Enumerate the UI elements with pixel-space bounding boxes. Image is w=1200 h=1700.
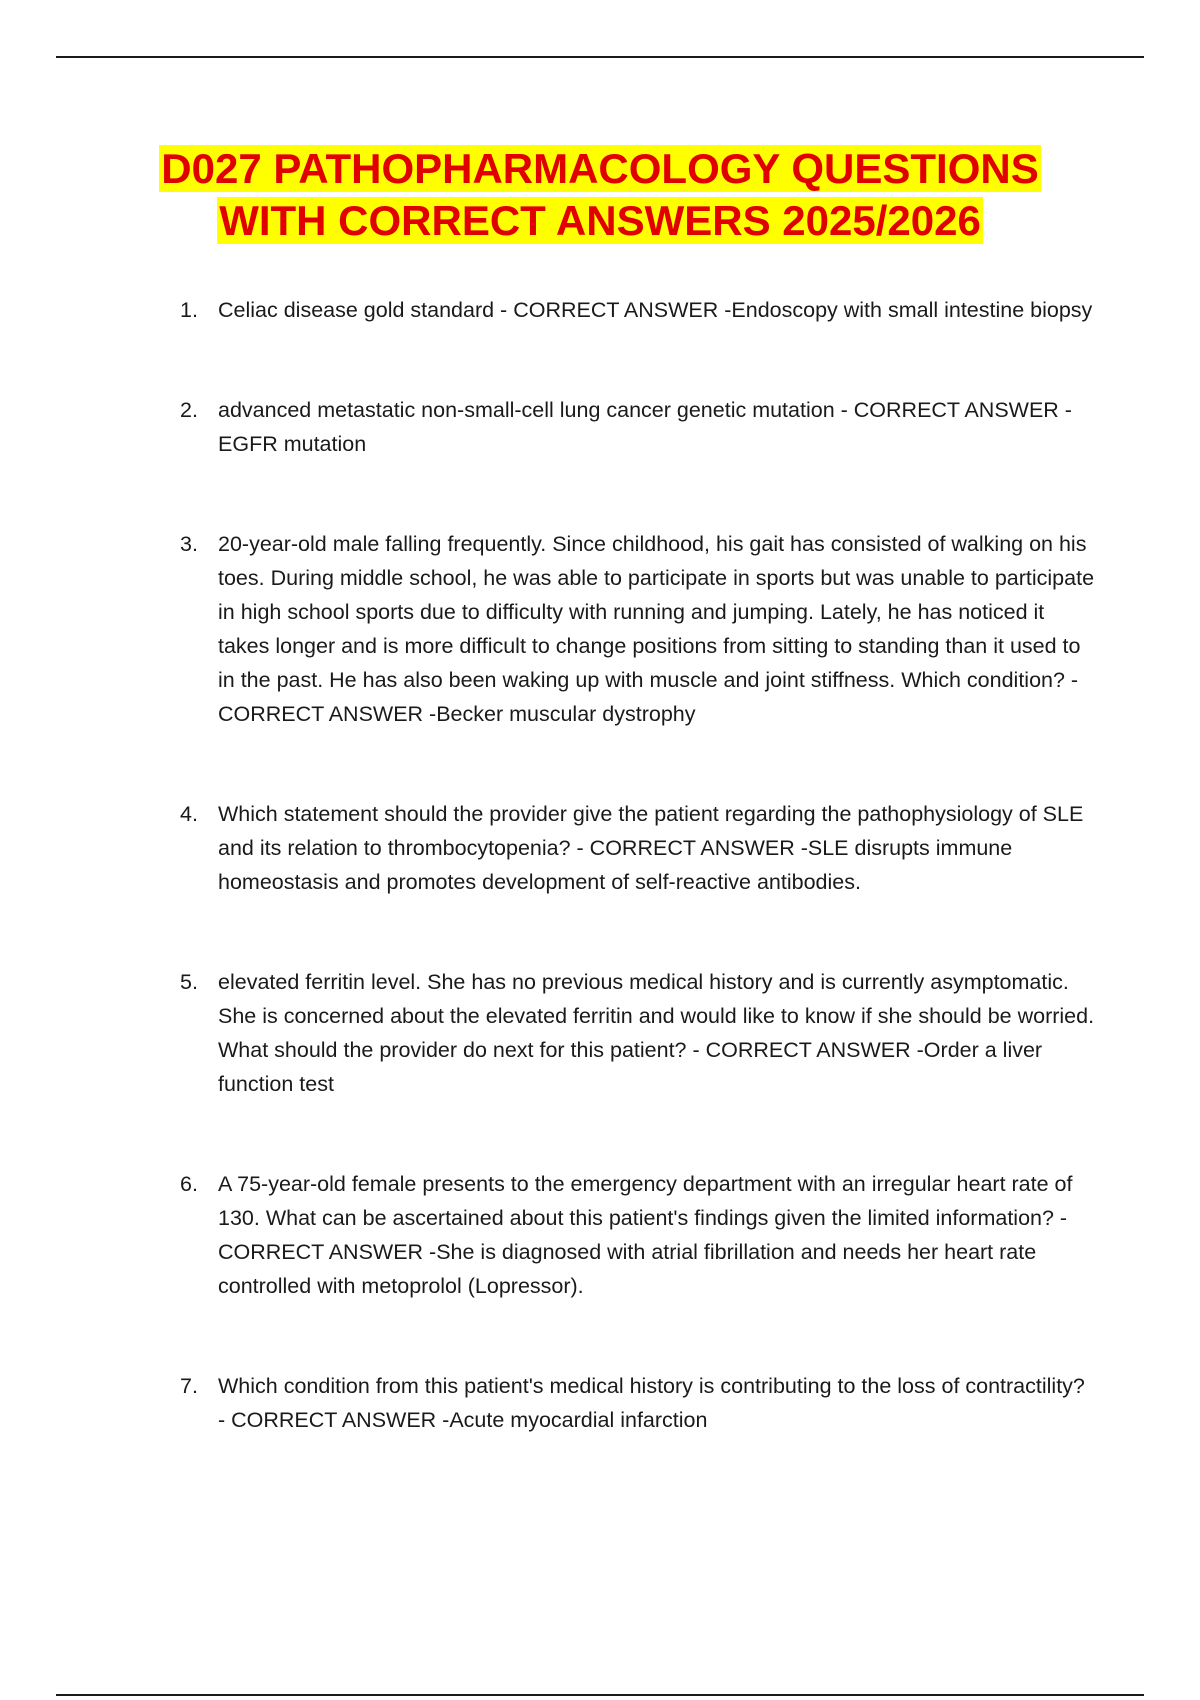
question-item-5 bbox=[176, 965, 1096, 1101]
question-number: 4. bbox=[180, 802, 198, 826]
question-text: A 75-year-old female presents to the emergency department with an irregular heart rate of 130. What can be ascertained about this patient's findings given the limited information? - CORRECT ANSWER -She is diagnosed with atrial fibrillation and needs her heart rate controlled with metoprolol (Lopressor). bbox=[218, 1172, 1073, 1298]
question-text: advanced metastatic non-small-cell lung cancer genetic mutation - CORRECT ANSWER - EGFR mutation bbox=[218, 398, 1072, 456]
question-item-6 bbox=[176, 1167, 1096, 1303]
question-number: 3. bbox=[180, 532, 198, 556]
question-number: 2. bbox=[180, 398, 198, 422]
question-text: Which statement should the provider give the patient regarding the pathophysiology of SLE and its relation to thrombocytopenia? - CORRECT ANSWER -SLE disrupts immune homeostasis and promotes development of self-reactive antibodies. bbox=[218, 802, 1084, 894]
question-number: 6. bbox=[180, 1172, 198, 1196]
question-number: 5. bbox=[180, 970, 198, 994]
document-title-line2: WITH CORRECT ANSWERS 2025/2026 bbox=[219, 197, 981, 244]
document-title bbox=[0, 143, 1200, 247]
top-divider bbox=[56, 56, 1144, 58]
question-text: 20-year-old male falling frequently. Since childhood, his gait has consisted of walking on his toes. During middle school, he was able to participate in sports but was unable to participate in high school sports due to difficulty with running and jumping. Lately, he has noticed it takes longer and is more difficult to change positions from sitting to standing than it used to in the past. He has also been waking up with muscle and joint stiffness. Which condition? - CORRECT ANSWER -Becker muscular dystrophy bbox=[218, 532, 1095, 726]
question-item-2 bbox=[176, 393, 1096, 461]
question-text: elevated ferritin level. She has no previous medical history and is currently asymptomatic. She is concerned about the elevated ferritin and would like to know if she should be worried. What should the provider do next for this patient? - CORRECT ANSWER -Order a liver function test bbox=[218, 970, 1095, 1096]
question-item-4 bbox=[176, 797, 1096, 899]
question-item-1 bbox=[176, 293, 1096, 327]
question-number: 1. bbox=[180, 298, 198, 322]
question-list bbox=[176, 293, 1096, 1503]
question-number: 7. bbox=[180, 1374, 198, 1398]
question-item-3 bbox=[176, 527, 1096, 731]
question-item-7 bbox=[176, 1369, 1096, 1437]
document-title-line1: D027 PATHOPHARMACOLOGY QUESTIONS bbox=[161, 145, 1039, 192]
bottom-divider bbox=[56, 1694, 1144, 1696]
question-text: Which condition from this patient's medical history is contributing to the loss of contractility? - CORRECT ANSWER -Acute myocardial infarction bbox=[218, 1374, 1085, 1432]
question-text: Celiac disease gold standard - CORRECT ANSWER -Endoscopy with small intestine biopsy bbox=[218, 298, 1093, 322]
